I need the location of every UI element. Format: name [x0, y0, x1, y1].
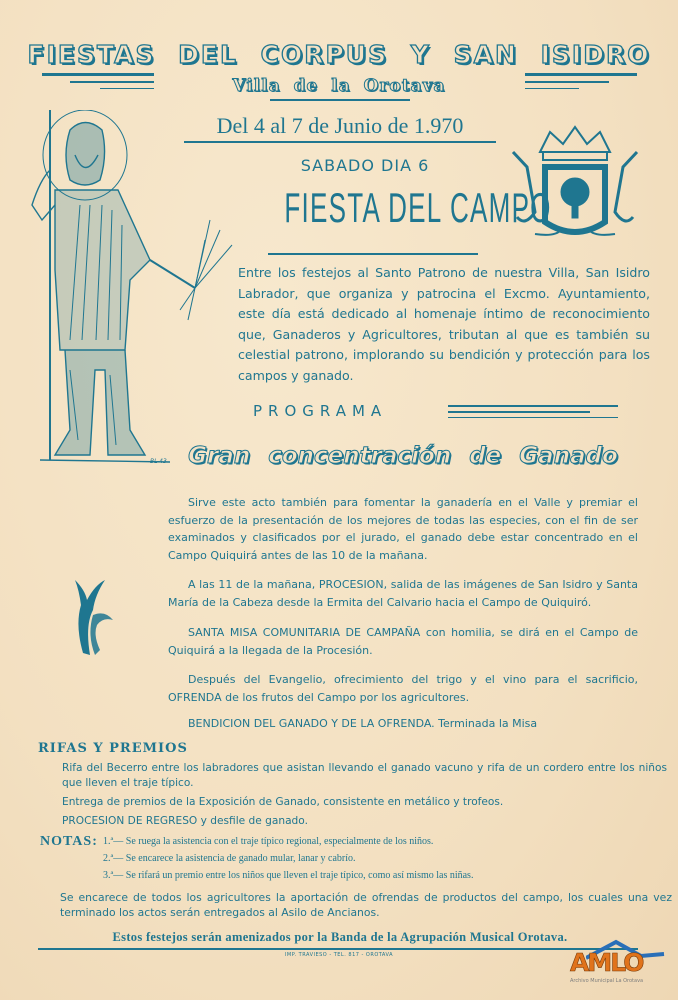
coat-of-arms-icon	[505, 122, 645, 252]
event-name: FIESTA DEL CAMPO	[284, 184, 552, 231]
programa-paragraph-2: A las 11 de la mañana, PROCESION, salida de las imágenes de San Isidro y Santa María de la Cabeza desde la Ermita del Calvario hacia el Campo de Quiquiró.	[168, 578, 638, 609]
programa-headline: Gran concentración de Ganado	[188, 443, 618, 469]
band-note: Estos festejos serán amenizados por la Banda de la Agrupación Musical Orotava.	[112, 930, 568, 944]
programa-paragraph-3: SANTA MISA COMUNITARIA DE CAMPAÑA con homilia, se dirá en el Campo de Quiquirá a la llegada de la Procesión.	[168, 626, 638, 657]
illustration-signature: BL-43	[150, 458, 167, 465]
logo-wordmark: AMLO	[570, 948, 643, 977]
notas-heading: NOTAS:	[40, 834, 98, 849]
programa-paragraph-1: Sirve este acto también para fomentar la ganadería en el Valle y premiar el esfuerzo de la presentación de los mejores de todas las especies, con el fin de ser examinados y clasificados por el jurado, el ganado debe estar concentrado en el Campo Quiquirá antes de las 10 de la mañana.	[168, 496, 638, 562]
rifas-heading: RIFAS Y PREMIOS	[38, 741, 188, 756]
flame-ornament-icon	[65, 575, 115, 660]
programa-rule-3	[448, 417, 618, 418]
logo-tagline: Archivo Municipal La Orotava	[570, 978, 644, 984]
footer-rule	[38, 948, 638, 950]
rifas-item-1: Rifa del Becerro entre los labradores que asistan llevando el ganado vacuno y rifa de un cordero entre los niños que lleven el traje típico.	[62, 762, 667, 789]
poster-subtitle: Villa de la Orotava	[232, 76, 446, 96]
programa-paragraph-5: BENDICION DEL GANADO Y DE LA OFRENDA. Terminada la Misa	[188, 717, 538, 730]
printer-credit: IMP. TRAVIESO - TEL. 817 - OROTAVA	[284, 952, 394, 958]
subtitle-underline	[270, 99, 410, 101]
closing-paragraph: Se encarece de todos los agricultores la aportación de ofrendas de productos del campo, los cuales una vez terminado los actos serán entregados al Asilo de Ancianos.	[60, 891, 672, 919]
rifas-item-2: Entrega de premios de la Exposición de Ganado, consistente en metálico y trofeos.	[62, 796, 504, 808]
rifas-item-3: PROCESION DE REGRESO y desfile de ganado.	[62, 815, 308, 827]
nota-3: 3.ª— Se rifará un premio entre los niños que lleven el traje típico, como así mismo las niñas.	[103, 870, 474, 881]
programa-paragraph-4: Después del Evangelio, ofrecimiento del trigo y el vino para el sacrificio, OFRENDA de los frutos del Campo por los agricultores.	[168, 673, 638, 704]
programa-rule-1	[448, 405, 618, 407]
programa-rule-2	[448, 411, 590, 413]
san-isidro-illustration	[10, 110, 250, 475]
nota-1: 1.ª— Se ruega la asistencia con el traje típico regional, especialmente de los niños.	[103, 836, 434, 847]
event-dates: Del 4 al 7 de Junio de 1.970	[216, 113, 464, 138]
nota-2: 2.ª— Se encarece la asistencia de ganado mular, lanar y cabrío.	[103, 853, 356, 864]
programa-heading: PROGRAMA	[253, 402, 388, 420]
intro-paragraph: Entre los festejos al Santo Patrono de nuestra Villa, San Isidro Labrador, que organiza y patrocina el Excmo. Ayuntamiento, este día está dedicado al homenaje íntimo de reconocimiento que, Ganaderos y Agricultores, tributan al que es también su celestial patrono, implorando su bendición y protección para los campos y ganado.	[238, 265, 650, 383]
amlo-watermark-logo	[566, 938, 674, 990]
event-underline	[268, 253, 478, 255]
poster-title: FIESTAS DEL CORPUS Y SAN ISIDRO	[27, 40, 651, 69]
event-day: SABADO DIA 6	[300, 156, 430, 175]
